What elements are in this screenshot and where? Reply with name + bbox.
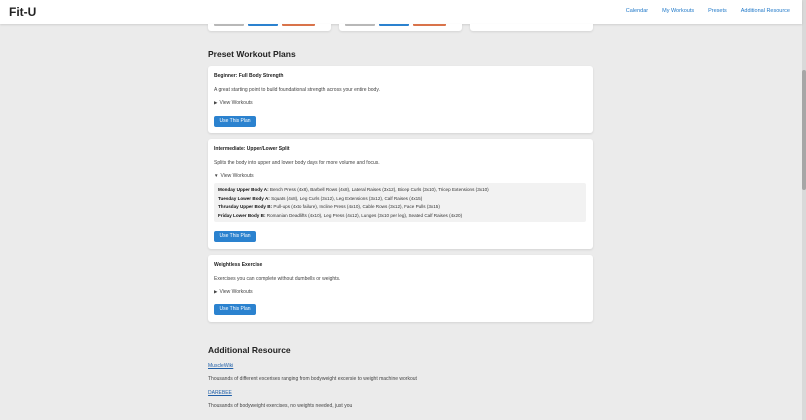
view-workouts-toggle[interactable] xyxy=(214,289,253,295)
card-button-orange[interactable] xyxy=(413,24,446,26)
day-exercises: Squats (4x8), Leg Curls (3x12), Leg Extensions (3x12), Calf Raises (4x15) xyxy=(271,195,423,201)
workout-card-partial xyxy=(339,24,462,31)
view-workouts-toggle[interactable] xyxy=(214,173,254,179)
plan-title: Beginner: Full Body Strength xyxy=(214,73,284,79)
plan-description: Exercises you can complete without dumbells or weights. xyxy=(214,276,341,282)
view-workouts-label: View Workouts xyxy=(220,173,254,179)
plan-description: A great starting point to build foundational strength across your entire body. xyxy=(214,87,380,93)
day-label: Monday Upper Body A: xyxy=(218,187,269,192)
plan-card xyxy=(208,139,593,249)
day-label: Friday Lower Body B: xyxy=(218,212,266,218)
card-button-orange[interactable] xyxy=(282,24,315,26)
view-workouts-label: View Workouts xyxy=(219,289,253,295)
caret-down-icon: ▼ xyxy=(214,173,219,178)
use-plan-button[interactable]: Use This Plan xyxy=(214,231,256,242)
card-button-gray[interactable] xyxy=(214,24,244,26)
day-label: Tuesday Lower Body A: xyxy=(218,195,270,201)
day-exercises: Romanian Deadlifts (4x10), Leg Press (4x12), Lunges (3x10 per leg), Seated Calf Raises (4x20) xyxy=(266,212,463,218)
scrollbar-track[interactable] xyxy=(802,0,806,420)
resource-link-musclewiki[interactable]: MuscleWiki xyxy=(208,363,234,369)
workout-cards-row xyxy=(208,24,593,32)
nav-calendar[interactable]: Calendar xyxy=(625,8,649,14)
plan-description: Splits the body into upper and lower body days for more volume and focus. xyxy=(214,160,380,166)
resource-description: Thousands of different excerises ranging from bodyweight excersie to weight machine workout xyxy=(208,376,417,382)
nav-additional-resource[interactable]: Additional Resource xyxy=(740,8,790,14)
scrollbar-thumb[interactable] xyxy=(802,70,806,190)
day-exercises: Pull-ups (4xto failure), Incline Press (4x10), Cable Rows (3x12), Face Pulls (3x15) xyxy=(273,204,440,209)
view-workouts-label: View Workouts xyxy=(219,100,253,106)
caret-right-icon: ▶ xyxy=(214,289,218,294)
card-button-gray[interactable] xyxy=(345,24,375,26)
card-button-blue[interactable] xyxy=(379,24,409,26)
caret-right-icon: ▶ xyxy=(214,100,218,105)
workout-card-partial xyxy=(470,24,593,31)
use-plan-button[interactable]: Use This Plan xyxy=(214,116,256,127)
plan-card xyxy=(208,66,593,133)
workout-details xyxy=(214,183,586,222)
resource-description: Thousands of bodyweight exercises, no weights needed, just you xyxy=(208,403,353,409)
day-exercises: Bench Press (4x8), Barbell Rows (4x8), Lateral Raises (3x12), Bicep Curls (3x10), Tricep Extensions (3x10) xyxy=(269,187,489,192)
workout-day-row xyxy=(218,196,422,201)
view-workouts-toggle[interactable] xyxy=(214,100,253,106)
main-nav xyxy=(626,8,790,14)
workout-day-row xyxy=(218,204,440,209)
plan-title: Weightless Exercise xyxy=(214,262,263,268)
use-plan-button[interactable]: Use This Plan xyxy=(214,304,256,315)
plan-title: Intermediate: Upper/Lower Split xyxy=(214,146,290,152)
resource-link-darebee[interactable]: DAREBEE xyxy=(208,390,232,396)
plan-card xyxy=(208,255,593,322)
day-label: Thrusday Upper Body B: xyxy=(218,204,273,209)
top-navbar xyxy=(0,0,802,24)
workout-card-partial xyxy=(208,24,331,31)
workout-day-row xyxy=(218,213,462,218)
card-button-blue[interactable] xyxy=(248,24,278,26)
nav-presets[interactable]: Presets xyxy=(708,8,727,14)
nav-my-workouts[interactable]: My Workouts xyxy=(662,8,695,14)
resources-heading: Additional Resource xyxy=(208,345,291,355)
presets-heading: Preset Workout Plans xyxy=(208,49,296,59)
workout-day-row xyxy=(218,187,489,192)
brand-logo[interactable]: Fit-U xyxy=(9,5,37,19)
